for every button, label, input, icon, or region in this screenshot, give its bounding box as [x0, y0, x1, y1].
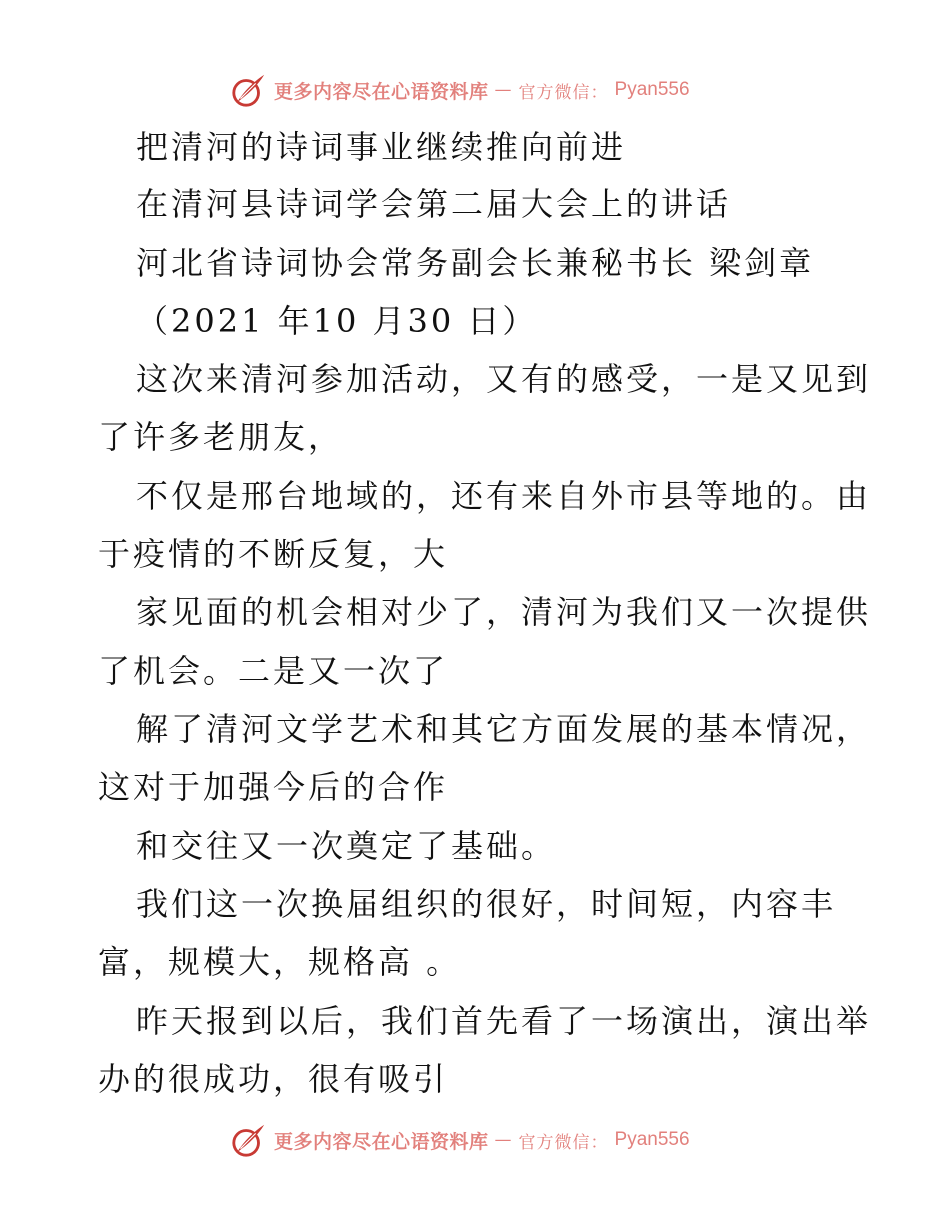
paragraph-line: 这次来清河参加活动，又有的感受，一是又见到: [136, 360, 872, 398]
watermark-text: 更多内容尽在心语资料库: [274, 80, 489, 103]
watermark-footer: [230, 1120, 690, 1160]
document-title: 把清河的诗词事业继续推向前进: [136, 128, 627, 166]
watermark-text: 更多内容尽在心语资料库: [274, 1130, 489, 1153]
watermark-dash: —: [494, 1130, 513, 1150]
paragraph-line: 我们这一次换届组织的很好，时间短，内容丰: [136, 885, 837, 923]
paragraph-line: 了许多老朋友，: [98, 418, 344, 456]
document-subtitle: 在清河县诗词学会第二届大会上的讲话: [136, 185, 732, 223]
watermark-dash: —: [494, 80, 513, 100]
watermark-wechat-id: Pyan556: [614, 1129, 690, 1150]
paragraph-line: 办的很成功，很有吸引: [98, 1060, 449, 1098]
quill-logo-icon: [230, 71, 268, 109]
watermark-wechat-id: Pyan556: [614, 79, 690, 100]
paragraph-line: 富，规模大，规格高 。: [98, 943, 462, 981]
watermark-official-label: 官方微信：: [518, 82, 609, 103]
quill-logo-icon: [230, 1121, 268, 1159]
paragraph-line: 家见面的机会相对少了，清河为我们又一次提供: [136, 593, 872, 631]
paragraph-line: 这对于加强今后的合作: [98, 768, 449, 806]
paragraph-line: 和交往又一次奠定了基础。: [136, 827, 557, 865]
document-date: （2021 年10 月30 日）: [136, 302, 538, 340]
paragraph-line: 于疫情的不断反复，大: [98, 535, 449, 573]
paragraph-line: 了机会。二是又一次了: [98, 652, 449, 690]
document-author: 河北省诗词协会常务副会长兼秘书长 梁剑章: [136, 244, 815, 282]
paragraph-line: 不仅是邢台地域的，还有来自外市县等地的。由: [136, 477, 872, 515]
paragraph-line: 解了清河文学艺术和其它方面发展的基本情况，: [136, 710, 872, 748]
paragraph-line: 昨天报到以后，我们首先看了一场演出，演出举: [136, 1002, 872, 1040]
watermark-header: [230, 70, 690, 110]
watermark-official-label: 官方微信：: [518, 1132, 609, 1153]
